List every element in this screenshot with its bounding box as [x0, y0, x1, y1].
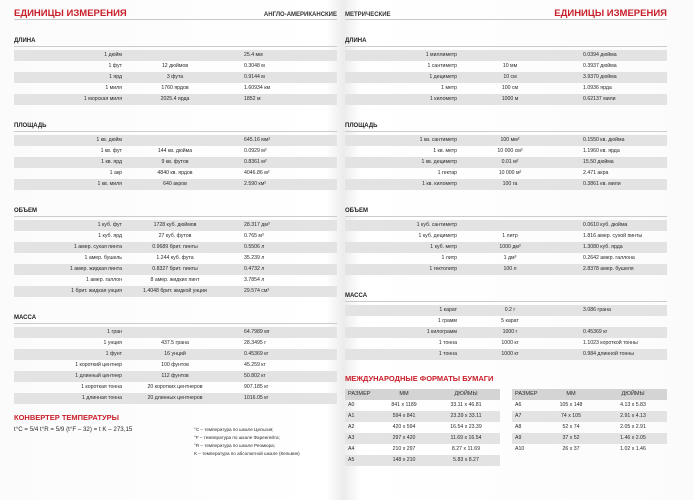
unit-name: 1 дюйм [104, 52, 122, 58]
table-row [14, 231, 337, 242]
unit-name: 1 кв. километр [422, 181, 457, 187]
paper-inches: 11.69 x 16.54 [450, 435, 482, 441]
unit-conversion: 1.1023 короткой тонны [583, 340, 638, 346]
table-row [14, 157, 337, 168]
unit-conversion: 45.259 кг [244, 362, 266, 368]
table-row [14, 382, 337, 393]
table-row [14, 327, 337, 338]
unit-equivalent: 2025.4 ярда [160, 96, 190, 102]
paper-inches: 2.05 x 2.91 [620, 424, 646, 430]
unit-conversion: 3.7854 л [244, 277, 265, 283]
unit-conversion: 907.185 кг [244, 384, 269, 390]
unit-table [345, 305, 667, 360]
paper-header-inches: ДЮЙМЫ [454, 391, 478, 397]
unit-table [14, 135, 337, 190]
unit-table [345, 135, 667, 190]
right-sections [345, 36, 667, 360]
unit-name: 1 морская миля [83, 96, 122, 102]
unit-conversion: 0.45369 кг [244, 351, 269, 357]
unit-name: 1 сантиметр [427, 63, 457, 69]
unit-conversion: 0.2642 амер. галлона [583, 255, 635, 261]
unit-equivalent: 0.2 г [504, 307, 516, 313]
table-row [14, 50, 337, 61]
table-row [345, 94, 667, 105]
paper-size: A4 [348, 446, 355, 452]
table-row [512, 444, 667, 455]
unit-section [345, 291, 667, 360]
unit-section [345, 121, 667, 190]
table-row [14, 253, 337, 264]
unit-equivalent: 20 коротких центнеров [147, 384, 203, 390]
unit-name: 1 длинный центнер [75, 373, 122, 379]
table-row [345, 400, 500, 411]
table-row [14, 371, 337, 382]
unit-equivalent: 10 000 см² [497, 148, 523, 154]
unit-name: 1 длинная тонна [82, 395, 122, 401]
paper-inches: 23.39 x 33.11 [450, 413, 482, 419]
unit-table [14, 220, 337, 297]
unit-name: 1 миля [105, 85, 122, 91]
table-row [345, 157, 667, 168]
paper-mm: 148 x 210 [392, 457, 416, 463]
paper-header-row [345, 389, 500, 400]
unit-conversion: 1.816 амер. сухой пинты [583, 233, 643, 239]
unit-equivalent: 1 дм³ [503, 255, 517, 261]
left-subtitle: АНГЛО-АМЕРИКАНСКИЕ [263, 12, 337, 18]
temperature-note: °F – температура по шкале Фаренгейта; [194, 435, 280, 440]
right-title: ЕДИНИЦЫ ИЗМЕРЕНИЯ [554, 8, 667, 19]
unit-name: 1 кв. миля [97, 181, 122, 187]
unit-equivalent: 100 мм² [500, 137, 520, 143]
unit-name: 1 куб. дециметр [418, 233, 457, 239]
unit-name: 1 грамм [437, 318, 457, 324]
paper-size: A1 [348, 413, 355, 419]
table-row [345, 305, 667, 316]
table-row [345, 231, 667, 242]
unit-equivalent: 3 фута [166, 74, 184, 80]
unit-conversion: 3.086 грана [583, 307, 611, 313]
right-subtitle: МЕТРИЧЕСКИЕ [345, 12, 391, 18]
table-row [345, 242, 667, 253]
unit-table [14, 327, 337, 404]
table-row [345, 179, 667, 190]
unit-conversion: 0.765 м³ [244, 233, 264, 239]
paper-size: A10 [515, 446, 525, 452]
table-row [14, 338, 337, 349]
paper-table-left [345, 389, 500, 466]
unit-name: 1 амер. сухая пинта [73, 244, 122, 250]
unit-name: 1 гектолитр [429, 266, 457, 272]
paper-header-size: РАЗМЕР [515, 391, 538, 397]
unit-name: 1 карат [439, 307, 457, 313]
table-row [345, 411, 500, 422]
left-header [14, 6, 337, 20]
unit-conversion: 35.239 л [244, 255, 265, 261]
unit-name: 1 миллиметр [425, 52, 457, 58]
unit-equivalent: 8 амер. жидких пинт [150, 277, 200, 283]
unit-conversion: 4046.86 м² [244, 170, 270, 176]
unit-name: 1 кв. фут [100, 148, 122, 154]
unit-conversion: 0.984 длинной тонны [583, 351, 634, 357]
table-row [345, 72, 667, 83]
unit-section [345, 206, 667, 275]
paper-size: A0 [348, 402, 355, 408]
table-row [14, 275, 337, 286]
unit-conversion: 2.471 акра [583, 170, 609, 176]
table-row [512, 433, 667, 444]
unit-name: 1 унция [103, 340, 122, 346]
table-row [14, 94, 337, 105]
unit-conversion: 2.8378 амер. бушеля [583, 266, 634, 272]
unit-equivalent: 1000 кг [501, 340, 519, 346]
paper-formats-title: МЕЖДУНАРОДНЫЕ ФОРМАТЫ БУМАГИ [345, 374, 494, 383]
unit-conversion: 15.50 дюйма [583, 159, 614, 165]
paper-mm: 594 x 841 [392, 413, 416, 419]
paper-inches: 1.46 x 2.05 [620, 435, 646, 441]
unit-equivalent: 640 акров [163, 181, 187, 187]
table-row [512, 422, 667, 433]
temperature-converter-title: КОНВЕРТЕР ТЕМПЕРАТУРЫ [14, 413, 120, 422]
paper-header-size: РАЗМЕР [348, 391, 371, 397]
unit-name: 1 тонна [438, 340, 457, 346]
section-title: ДЛИНА [345, 36, 667, 47]
unit-conversion: 28.317 дм³ [244, 222, 270, 228]
table-row [345, 316, 667, 327]
section-title: МАССА [14, 313, 337, 324]
unit-name: 1 короткий центнер [75, 362, 122, 368]
paper-size: A7 [515, 413, 522, 419]
unit-name: 1 кв. сантиметр [419, 137, 457, 143]
paper-header-mm: ММ [566, 391, 576, 397]
unit-conversion: 3.9370 дюйма [583, 74, 617, 80]
unit-equivalent: 0.01 м² [501, 159, 519, 165]
left-sections [14, 36, 337, 404]
left-title: ЕДИНИЦЫ ИЗМЕРЕНИЯ [14, 8, 127, 19]
unit-conversion: 0.1550 кв. дюйма [583, 137, 625, 143]
unit-name: 1 кв. метр [433, 148, 457, 154]
section-title: ОБЪЕМ [345, 206, 667, 217]
unit-conversion: 0.62137 мили [583, 96, 616, 102]
table-row [345, 220, 667, 231]
unit-equivalent: 10 мм [502, 63, 518, 69]
table-row [345, 338, 667, 349]
table-row [345, 422, 500, 433]
unit-conversion: 1.60934 км [244, 85, 271, 91]
section-title: ОБЪЕМ [14, 206, 337, 217]
unit-equivalent: 100 л [503, 266, 517, 272]
unit-conversion: 0.9144 м [244, 74, 265, 80]
temperature-note: K – температура по абсолютной шкале (Кельвин) [194, 451, 300, 456]
paper-inches: 16.54 x 23.39 [450, 424, 482, 430]
table-row [345, 327, 667, 338]
unit-table [14, 50, 337, 105]
unit-table [345, 220, 667, 275]
unit-name: 1 амер. бушель [84, 255, 122, 261]
paper-size: A3 [348, 435, 355, 441]
table-row [345, 253, 667, 264]
unit-conversion: 0.0610 куб. дюйма [583, 222, 628, 228]
paper-mm: 420 x 594 [392, 424, 416, 430]
section-title: ДЛИНА [14, 36, 337, 47]
paper-mm: 26 x 37 [562, 446, 580, 452]
unit-equivalent: 1000 дм³ [499, 244, 521, 250]
paper-inches: 4.13 x 5.83 [620, 402, 646, 408]
unit-equivalent: 4840 кв. ярдов [157, 170, 193, 176]
unit-name: 1 гран [107, 329, 122, 335]
paper-mm: 841 x 1189 [391, 402, 417, 408]
unit-conversion: 0.45369 кг [583, 329, 608, 335]
unit-conversion: 64.7989 мг [244, 329, 270, 335]
unit-conversion: 0.4732 л [244, 266, 265, 272]
section-title: ПЛОЩАДЬ [345, 121, 667, 132]
paper-inches: 5.83 x 8.27 [453, 457, 479, 463]
unit-conversion: 0.3937 дюйма [583, 63, 617, 69]
unit-name: 1 фунт [105, 351, 122, 357]
unit-name: 1 кв. ярд [101, 159, 122, 165]
unit-equivalent: 1760 ярдов [161, 85, 189, 91]
unit-name: 1 куб. фут [97, 222, 122, 228]
table-row [345, 349, 667, 360]
table-row [345, 50, 667, 61]
paper-size: A9 [515, 435, 522, 441]
section-title: МАССА [345, 291, 667, 302]
section-title: ПЛОЩАДЬ [14, 121, 337, 132]
table-row [14, 146, 337, 157]
unit-name: 1 брит. жидкая унция [71, 288, 122, 294]
table-row [512, 400, 667, 411]
table-row [14, 393, 337, 404]
table-row [14, 61, 337, 72]
unit-equivalent: 27 куб. футов [158, 233, 192, 239]
unit-conversion: 0.0929 м² [244, 148, 267, 154]
unit-section [14, 36, 337, 105]
table-row [345, 135, 667, 146]
unit-section [14, 206, 337, 297]
unit-name: 1 куб. ярд [98, 233, 122, 239]
unit-equivalent: 100 фунтов [161, 362, 189, 368]
unit-conversion: 1.1960 кв. ярда [583, 148, 620, 154]
table-row [14, 349, 337, 360]
table-row [14, 360, 337, 371]
unit-equivalent: 0.9689 брит. пинты [152, 244, 198, 250]
table-row [345, 433, 500, 444]
unit-name: 1 тонна [438, 351, 457, 357]
unit-name: 1 короткая тонна [81, 384, 122, 390]
table-row [14, 135, 337, 146]
table-row [14, 83, 337, 94]
metric-column [345, 6, 667, 489]
table-row [14, 286, 337, 297]
unit-name: 1 фут [108, 63, 122, 69]
table-row [345, 168, 667, 179]
unit-section [345, 36, 667, 105]
unit-equivalent: 0.8327 брит. пинты [152, 266, 198, 272]
paper-mm: 52 x 74 [562, 424, 580, 430]
table-row [345, 444, 500, 455]
paper-formats [345, 389, 667, 489]
unit-equivalent: 1000 м [501, 96, 519, 102]
unit-conversion: 2.590 км² [244, 181, 266, 187]
unit-conversion: 1.3080 куб. ярда [583, 244, 623, 250]
paper-inches: 2.91 x 4.13 [620, 413, 646, 419]
unit-equivalent: 100 см [501, 85, 519, 91]
table-row [512, 411, 667, 422]
unit-name: 1 гектар [437, 170, 457, 176]
unit-equivalent: 5 карат [501, 318, 519, 324]
unit-name: 1 дециметр [429, 74, 457, 80]
paper-size: A5 [348, 457, 355, 463]
paper-header-row [512, 389, 667, 400]
unit-name: 1 ярд [109, 74, 122, 80]
unit-name: 1 амер. жидкая пинта [69, 266, 122, 272]
unit-equivalent: 144 кв. дюйма [157, 148, 193, 154]
unit-section [14, 121, 337, 190]
paper-header-mm: ММ [399, 391, 409, 397]
paper-mm: 210 x 297 [392, 446, 416, 452]
temperature-converter [14, 426, 337, 482]
paper-mm: 37 x 52 [562, 435, 580, 441]
unit-equivalent: 112 фунтов [161, 373, 189, 379]
unit-conversion: 0.3048 м [244, 63, 265, 69]
unit-name: 1 килограмм [426, 329, 457, 335]
unit-name: 1 куб. метр [430, 244, 457, 250]
table-row [345, 146, 667, 157]
unit-conversion: 645.16 мм² [244, 137, 271, 143]
unit-conversion: 29.574 см³ [244, 288, 270, 294]
paper-inches: 8.27 x 11.69 [451, 446, 481, 452]
unit-section [14, 313, 337, 404]
unit-equivalent: 437.5 грана [161, 340, 189, 346]
unit-conversion: 0.5506 л [244, 244, 265, 250]
table-row [345, 61, 667, 72]
temperature-notes [194, 426, 300, 458]
unit-name: 1 километр [429, 96, 457, 102]
unit-equivalent: 12 дюймов [161, 63, 189, 69]
unit-name: 1 куб. сантиметр [416, 222, 457, 228]
unit-table [345, 50, 667, 105]
unit-conversion: 28.3495 г [244, 340, 267, 346]
table-row [345, 264, 667, 275]
table-row [14, 220, 337, 231]
unit-conversion: 0.3861 кв. мили [583, 181, 621, 187]
anglo-american-column [14, 6, 337, 482]
unit-conversion: 1852 м [244, 96, 261, 102]
paper-size: A8 [515, 424, 522, 430]
table-row [14, 242, 337, 253]
unit-equivalent: 1728 куб. дюймов [153, 222, 197, 228]
unit-name: 1 кв. дециметр [421, 159, 457, 165]
paper-mm: 105 x 148 [559, 402, 583, 408]
unit-conversion: 1.0936 ярда [583, 85, 612, 91]
unit-conversion: 50.802 кг [244, 373, 266, 379]
unit-name: 1 литр [441, 255, 457, 261]
unit-equivalent: 9 кв. футов [161, 159, 189, 165]
temperature-note: °R – температура по шкале Реомюра; [194, 443, 276, 448]
table-row [345, 455, 500, 466]
unit-equivalent: 1000 кг [501, 351, 519, 357]
unit-name: 1 метр [441, 85, 457, 91]
unit-equivalent: 1000 г [502, 329, 518, 335]
table-row [14, 264, 337, 275]
unit-name: 1 кв. дюйм [96, 137, 122, 143]
paper-size: A2 [348, 424, 355, 430]
unit-equivalent: 1.4048 брит. жидкой унции [143, 288, 207, 294]
paper-inches: 1.02 x 1.46 [620, 446, 646, 452]
unit-equivalent: 10 000 м² [498, 170, 522, 176]
temperature-note: °C – температура по шкале Цельсия; [194, 427, 274, 432]
unit-conversion: 0.0394 дюйма [583, 52, 617, 58]
unit-equivalent: 1.244 куб. фута [156, 255, 194, 261]
paper-inches: 33.11 x 46.81 [450, 402, 482, 408]
table-row [14, 168, 337, 179]
table-row [14, 179, 337, 190]
unit-equivalent: 100 га [502, 181, 518, 187]
unit-conversion: 1016.05 кг [244, 395, 269, 401]
unit-conversion: 25.4 мм [244, 52, 263, 58]
unit-equivalent: 16 унций [164, 351, 186, 357]
unit-name: 1 амер. галлон [86, 277, 122, 283]
temperature-formula: t°C = 5/4 t°R = 5/9 (t°F – 32) = t K – 273,15 [14, 426, 133, 433]
table-row [14, 72, 337, 83]
paper-size: A6 [515, 402, 522, 408]
table-row [345, 83, 667, 94]
paper-mm: 297 x 420 [392, 435, 416, 441]
paper-header-inches: ДЮЙМЫ [621, 391, 645, 397]
unit-name: 1 акр [109, 170, 122, 176]
unit-equivalent: 10 см [503, 74, 517, 80]
right-header [345, 6, 667, 20]
paper-mm: 74 x 105 [561, 413, 581, 419]
paper-table-right [512, 389, 667, 455]
unit-equivalent: 20 длинных центнеров [147, 395, 203, 401]
unit-conversion: 0.8361 м² [244, 159, 267, 165]
unit-equivalent: 1 литр [502, 233, 518, 239]
